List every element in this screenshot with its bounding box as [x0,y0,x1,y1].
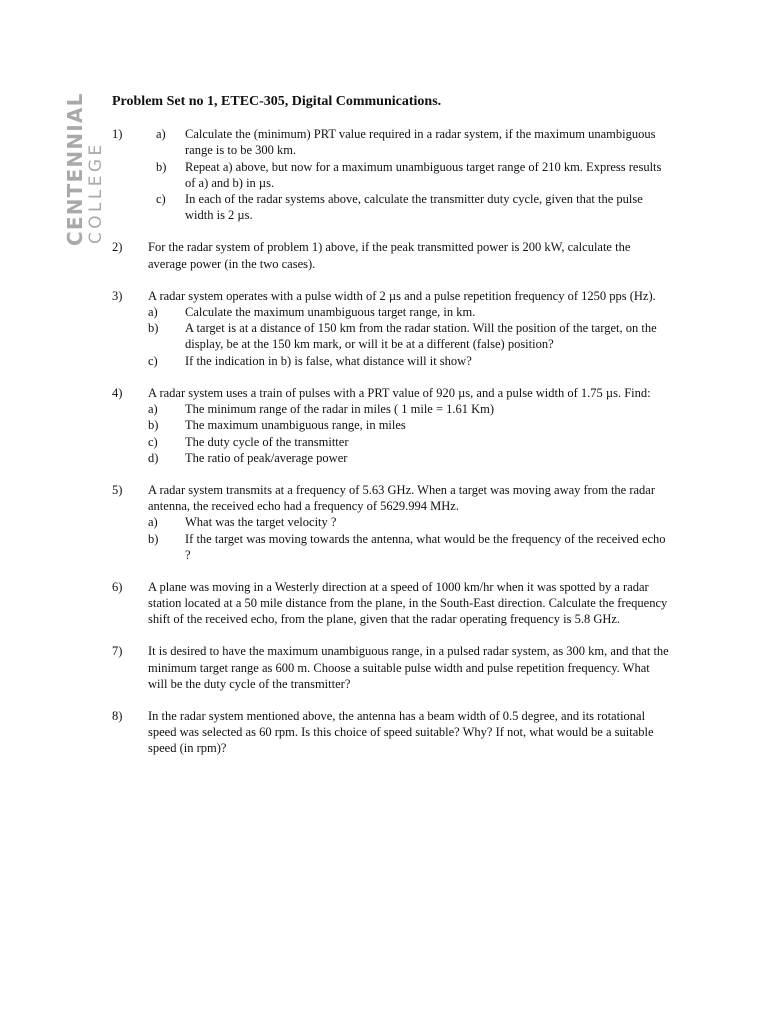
sub-text: The ratio of peak/average power [185,450,348,465]
problem-3 [112,288,672,369]
sub-text: If the indication in b) is false, what distance will it show? [185,353,472,368]
problem-text: For the radar system of problem 1) above, if the peak transmitted power is 200 kW, calculate the average power (in the two cases). [148,240,631,271]
college-logo [64,92,106,244]
problem-body [148,288,672,369]
sub-label: a) [148,401,158,416]
problem-number: 7) [112,644,123,659]
problem-text: A radar system transmits at a frequency of 5.63 GHz. When a target was moving away from the radar antenna, the received echo had a frequency of 5629.994 MHz. [148,482,656,514]
sub-question [148,126,672,159]
sub-label: b) [148,321,159,336]
problem-text: A radar system uses a train of pulses with a PRT value of 920 µs, and a pulse width of 1.75 µs. Find: [148,385,651,400]
sub-label: b) [156,159,167,174]
sub-label: b) [148,418,159,433]
problem-number: 1) [112,127,123,141]
sub-question [148,434,672,450]
sub-text: A target is at a distance of 150 km from the radar station. Will the position of the target, on the display, be at the 150 km mark, or will it be at a different (false) position? [185,321,657,352]
problem-number: 4) [112,385,123,400]
problem-number: 2) [112,240,123,255]
sub-question [148,450,672,466]
problem-body [148,482,672,563]
sub-question [148,159,672,192]
problem-5 [112,482,672,563]
problem-body [148,385,672,466]
problem-number: 6) [112,579,123,594]
problem-number: 5) [112,482,123,497]
sub-label: a) [148,515,158,530]
sub-text: Calculate the (minimum) PRT value required in a radar system, if the maximum unambiguous range is to be 300 km. [185,127,656,158]
sub-question [148,514,672,530]
sub-label: a) [148,304,158,319]
sub-label: d) [148,450,159,465]
problem-4 [112,385,672,466]
problem-text: A plane was moving in a Westerly direction at a speed of 1000 km/hr when it was spotted by a radar station located at a 50 mile distance from the plane, in the South-East direction. Calculate the frequency shift of the received echo, from the plane, given that the radar operating frequency is 5.8 GHz. [148,579,668,627]
problem-text: It is desired to have the maximum unambiguous range, in a pulsed radar system, as 300 km, and that the minimum target range as 600 m. Choose a suitable pulse width and pulse repetition frequency. What will be the duty cycle of the transmitter? [148,644,669,691]
problem-body [148,126,672,224]
sub-text: Calculate the maximum unambiguous target range, in km. [185,304,476,319]
sub-text: The duty cycle of the transmitter [185,434,349,449]
problem-text: A radar system operates with a pulse width of 2 µs and a pulse repetition frequency of 1250 pps (Hz). [148,288,656,303]
problem-2 [112,239,672,272]
problem-text: In the radar system mentioned above, the antenna has a beam width of 0.5 degree, and its rotational speed was selected as 60 rpm. Is this choice of speed suitable? Why? If not, what would be a suitable speed (in rpm)? [148,708,654,756]
sub-text: The maximum unambiguous range, in miles [185,418,406,433]
sub-question [148,401,672,417]
sub-label: b) [148,531,159,546]
sub-text: Repeat a) above, but now for a maximum unambiguous target range of 210 km. Express results of a) and b) in µs. [185,159,662,190]
problem-1 [112,126,672,224]
sub-text: What was the target velocity ? [185,515,337,530]
sub-label: a) [156,127,166,141]
sub-question [148,304,672,320]
problem-number: 8) [112,708,123,723]
sub-label: c) [156,192,166,207]
problem-7 [112,643,672,692]
logo-text-college: COLLEGE [86,141,106,244]
sub-text: The minimum range of the radar in miles ( 1 mile = 1.61 Km) [185,401,495,416]
sub-label: c) [148,353,158,368]
sub-question [148,353,672,369]
sub-label: c) [148,434,158,449]
sub-text: In each of the radar systems above, calculate the transmitter duty cycle, given that the pulse width is 2 µs. [185,192,643,223]
sub-question [148,320,672,353]
logo-text-centennial: CENTENNIAL [63,92,87,246]
problem-number: 3) [112,288,123,303]
sub-question [148,191,672,224]
problem-8 [112,708,672,757]
sub-question [148,417,672,433]
sub-question [148,531,672,564]
problem-list [112,126,672,772]
sub-text: If the target was moving towards the antenna, what would be the frequency of the received echo ? [185,531,666,562]
problem-6 [112,579,672,628]
page-title: Problem Set no 1, ETEC-305, Digital Communications. [112,94,442,109]
